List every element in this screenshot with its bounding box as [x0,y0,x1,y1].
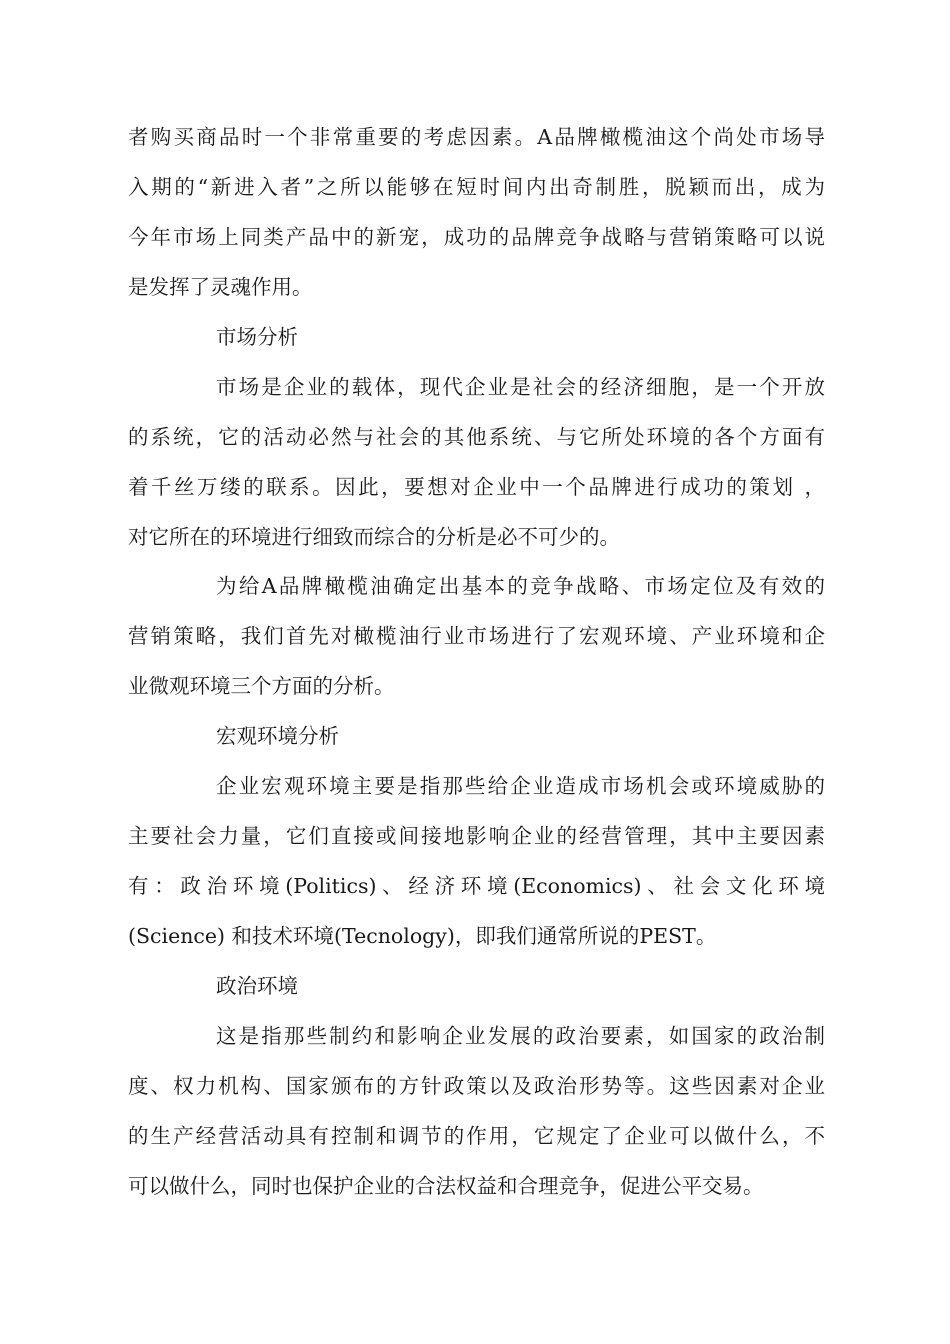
paragraph-line: 着千丝万缕的联系。因此，要想对企业中一个品牌进行成功的策划 ， [128,475,825,499]
paragraph-line: 主要社会力量，它们直接或间接地影响企业的经营管理，其中主要因素 [128,824,825,848]
paragraph-line: 营销策略，我们首先对橄榄油行业市场进行了宏观环境、产业环境和企 [128,624,825,648]
paragraph-line: 度、权力机构、国家颁布的方针政策以及政治形势等。这些因素对企业 [128,1074,825,1098]
section-heading: 政治环境 [216,974,298,998]
paragraph-line: 是发挥了灵魂作用。 [128,275,313,299]
paragraph-line: 今年市场上同类产品中的新宠，成功的品牌竞争战略与营销策略可以说 [128,225,825,249]
paragraph-line: 企业宏观环境主要是指那些给企业造成市场机会或环境威胁的 [216,774,825,798]
section-heading: 市场分析 [216,325,298,349]
paragraph-line: (Science) 和技术环境(Tecnology)，即我们通常所说的PEST。 [128,924,717,948]
section-heading: 宏观环境分析 [216,724,339,748]
paragraph-line: 者购买商品时一个非常重要的考虑因素。A品牌橄榄油这个尚处市场导 [128,125,825,149]
paragraph-line: 业微观环境三个方面的分析。 [128,674,395,698]
paragraph-line: 入期的“新进入者”之所以能够在短时间内出奇制胜，脱颖而出，成为 [128,175,825,199]
paragraph-line: 的生产经营活动具有控制和调节的作用，它规定了企业可以做什么，不 [128,1124,825,1148]
paragraph-line: 对它所在的环境进行细致而综合的分析是必不可少的。 [128,525,620,549]
paragraph-line: 可以做什么，同时也保护企业的合法权益和合理竞争，促进公平交易。 [128,1174,764,1198]
paragraph-line: 这是指那些制约和影响企业发展的政治要素，如国家的政治制 [216,1024,825,1048]
paragraph-line: 有：政治环境(Politics)、经济环境(Economics)、社会文化环境 [128,874,825,898]
paragraph-line: 市场是企业的载体，现代企业是社会的经济细胞，是一个开放 [216,375,825,399]
paragraph-line: 为给A品牌橄榄油确定出基本的竞争战略、市场定位及有效的 [216,574,825,598]
paragraph-line: 的系统，它的活动必然与社会的其他系统、与它所处环境的各个方面有 [128,425,825,449]
